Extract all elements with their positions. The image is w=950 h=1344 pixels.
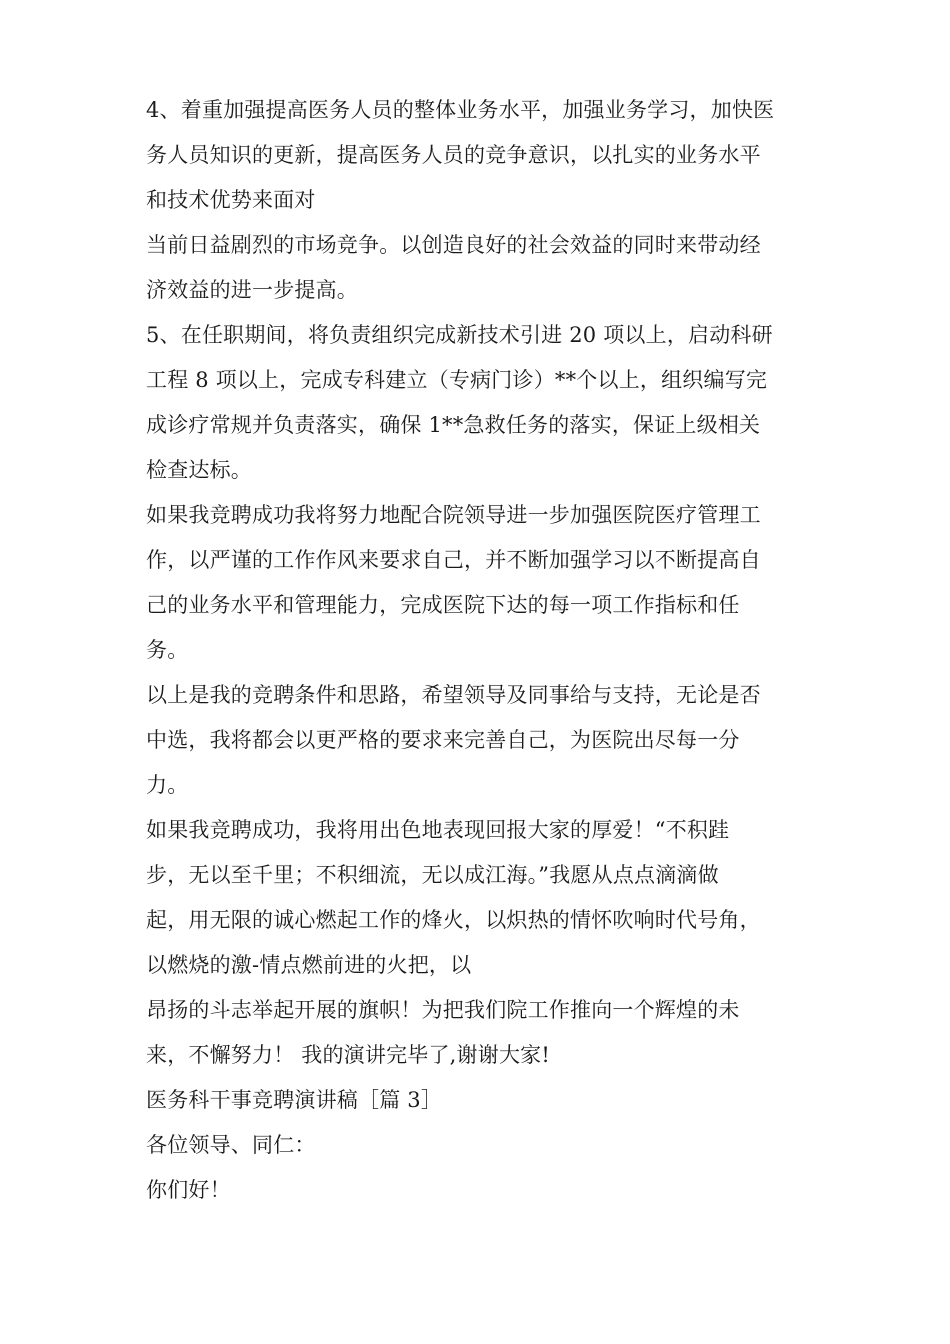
text-line: 来，不懈努力！ 我的演讲完毕了,谢谢大家! [146, 1043, 550, 1067]
text-line: 检查达标。 [146, 458, 252, 482]
text-line: 力。 [146, 773, 189, 797]
text-line: 起，用无限的诚心燃起工作的烽火，以炽热的情怀吹响时代号角， [146, 908, 761, 932]
text-line: 务人员知识的更新，提高医务人员的竞争意识，以扎实的业务水平 [146, 143, 761, 167]
text-line: 成诊疗常规并负责落实，确保 1**急救任务的落实，保证上级相关 [146, 413, 761, 437]
text-line: 工程 8 项以上，完成专科建立（专病门诊）**个以上，组织编写完 [146, 368, 768, 392]
text-line: 务。 [146, 638, 189, 662]
text-line: 当前日益剧烈的市场竞争。以创造良好的社会效益的同时来带动经 [146, 233, 761, 257]
text-line: 以上是我的竞聘条件和思路，希望领导及同事给与支持，无论是否 [146, 683, 761, 707]
text-line: 以燃烧的激-情点燃前进的火把，以 [146, 953, 472, 977]
text-line: 如果我竞聘成功，我将用出色地表现回报大家的厚爱！“不积跬 [146, 818, 730, 842]
text-line: 4、着重加强提高医务人员的整体业务水平，加强业务学习，加快医 [146, 98, 775, 122]
text-line: 和技术优势来面对 [146, 188, 316, 212]
text-line: 中选，我将都会以更严格的要求来完善自己，为医院出尽每一分 [146, 728, 740, 752]
text-line: 5、在任职期间，将负责组织完成新技术引进 20 项以上，启动科研 [146, 323, 773, 347]
text-line: 己的业务水平和管理能力，完成医院下达的每一项工作指标和任 [146, 593, 740, 617]
text-line: 作，以严谨的工作作风来要求自己，并不断加强学习以不断提高自 [146, 548, 761, 572]
text-line: 昂扬的斗志举起开展的旗帜！为把我们院工作推向一个辉煌的未 [146, 998, 740, 1022]
text-line: 济效益的进一步提高。 [146, 278, 358, 302]
text-line: 如果我竞聘成功我将努力地配合院领导进一步加强医院医疗管理工 [146, 503, 761, 527]
salutation: 各位领导、同仁： [146, 1133, 316, 1157]
text-line: 步，无以至千里；不积细流，无以成江海。”我愿从点点滴滴做 [146, 863, 719, 887]
greeting: 你们好！ [146, 1178, 231, 1202]
section-heading: 医务科干事竞聘演讲稿［篇 3］ [146, 1088, 443, 1112]
